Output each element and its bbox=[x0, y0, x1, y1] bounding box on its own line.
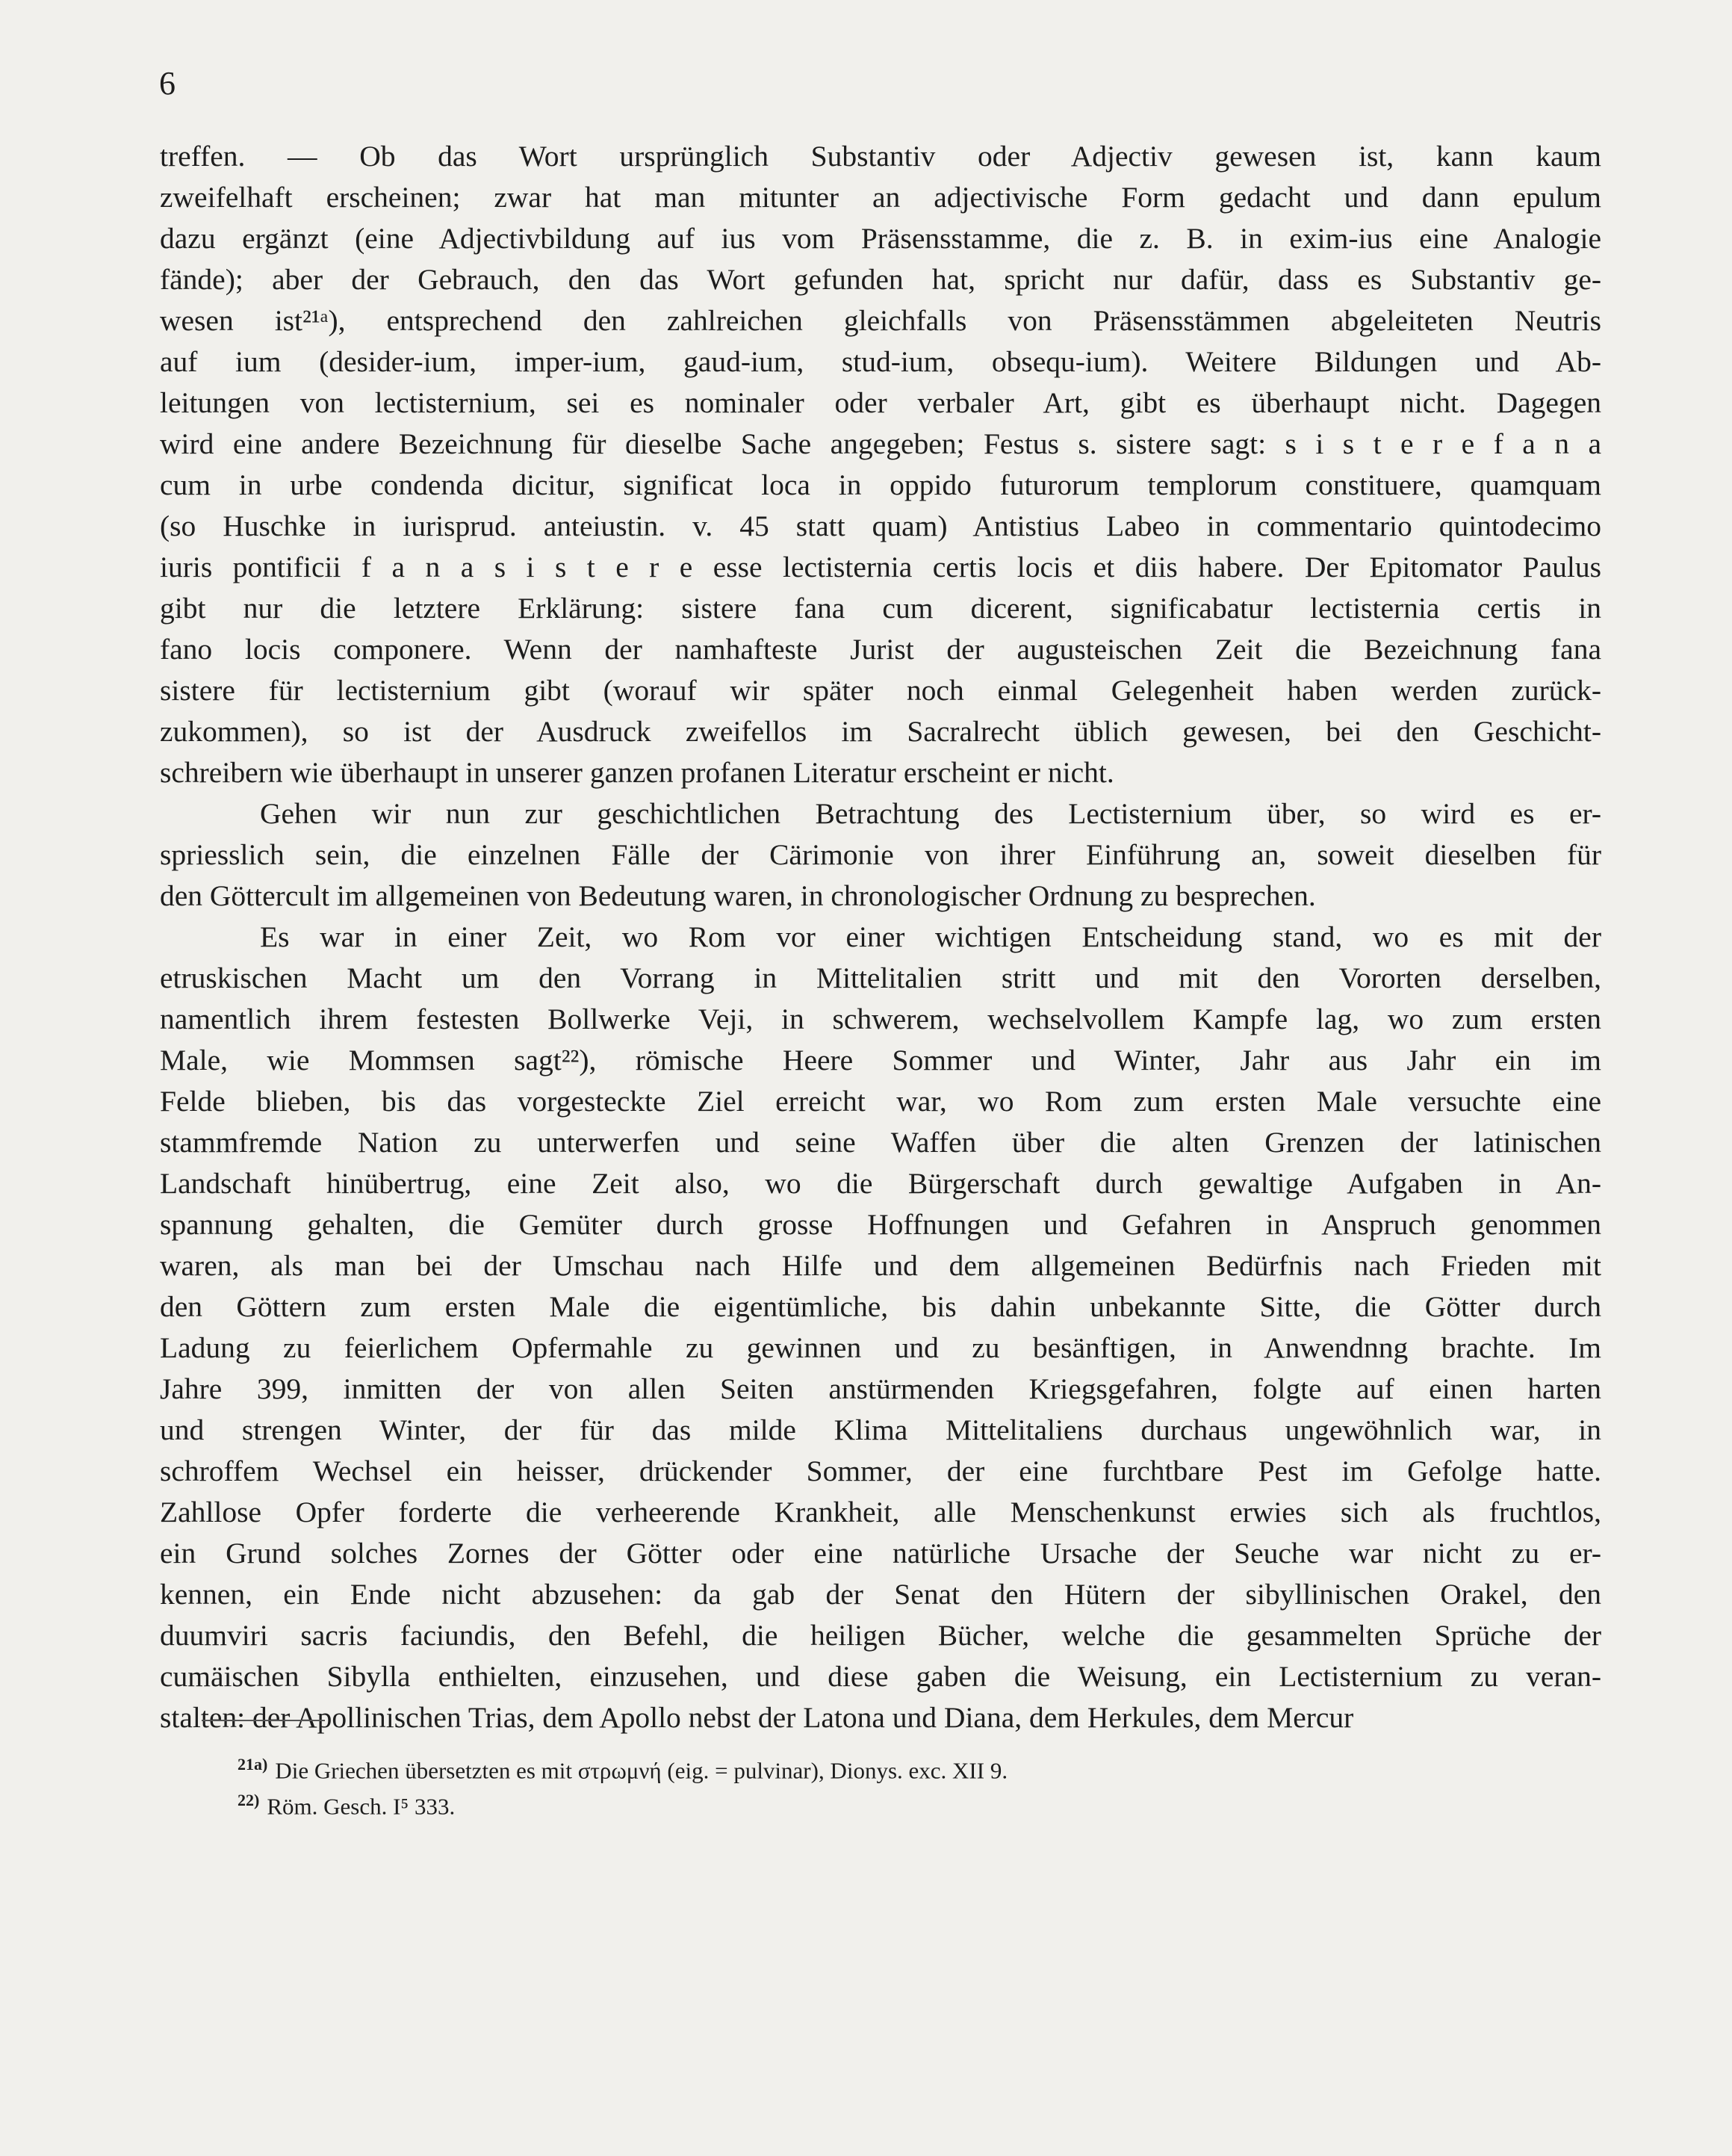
footnote bbox=[238, 1782, 1008, 1818]
text-line: Es war in einer Zeit, wo Rom vor einer wichtigen Entscheidung stand, wo es mit der bbox=[260, 920, 1601, 953]
text-line: namentlich ihrem festesten Bollwerke Veji, in schwerem, wechselvollem Kampfe lag, wo zum ersten bbox=[160, 1003, 1601, 1035]
footnote-divider bbox=[202, 1720, 325, 1721]
text-line: zukommen), so ist der Ausdruck zweifellos im Sacralrecht üblich gewesen, bei den Geschicht- bbox=[160, 715, 1601, 748]
text-line: den Göttercult im allgemeinen von Bedeutung waren, in chronologischer Ordnung zu besprechen. bbox=[160, 879, 1316, 912]
text-line: Gehen wir nun zur geschichtlichen Betrachtung des Lectisternium über, so wird es er- bbox=[260, 797, 1601, 830]
text-line: zweifelhaft erscheinen; zwar hat man mitunter an adjectivische Form gedacht und dann epulum bbox=[160, 181, 1601, 214]
text-line: spriesslich sein, die einzelnen Fälle der Cärimonie von ihrer Einführung an, soweit dieselben für bbox=[160, 838, 1601, 871]
footnote-mark: 22) bbox=[238, 1791, 260, 1809]
text-line: fano locis componere. Wenn der namhafteste Jurist der augusteischen Zeit die Bezeichnung fana bbox=[160, 633, 1601, 666]
text-line: Ladung zu feierlichem Opfermahle zu gewinnen und zu besänftigen, in Anwendnng brachte. Im bbox=[160, 1331, 1601, 1364]
text-line: Jahre 399, inmitten der von allen Seiten anstürmenden Kriegsgefahren, folgte auf einen harten bbox=[160, 1372, 1601, 1405]
text-line: wird eine andere Bezeichnung für dieselbe Sache angegeben; Festus s. sistere sagt: s i s t e r e f a n a bbox=[160, 427, 1601, 460]
footnote-mark: 21a) bbox=[238, 1755, 268, 1774]
footnote-text: Die Griechen übersetzten es mit στρωμνή (eig. = pulvinar), Dionys. exc. XII 9. bbox=[275, 1757, 1008, 1784]
text-line: ein Grund solches Zornes der Götter oder eine natürliche Ursache der Seuche war nicht zu er- bbox=[160, 1537, 1601, 1570]
text-line: schreibern wie überhaupt in unserer ganzen profanen Literatur erscheint er nicht. bbox=[160, 756, 1114, 789]
footnote bbox=[238, 1747, 1008, 1782]
text-line: cumäischen Sibylla enthielten, einzusehen, und diese gaben die Weisung, ein Lectisternium zu veran- bbox=[160, 1660, 1601, 1693]
text-line: duumviri sacris faciundis, den Befehl, die heiligen Bücher, welche die gesammelten Sprüche der bbox=[160, 1619, 1601, 1652]
paragraph bbox=[160, 136, 1601, 793]
text-line: stalten: der Apollinischen Trias, dem Apollo nebst der Latona und Diana, dem Herkules, dem Mercur bbox=[160, 1701, 1354, 1734]
text-line: (so Huschke in iurisprud. anteiustin. v. 45 statt quam) Antistius Labeo in commentario quintodecimo bbox=[160, 509, 1601, 542]
body-text bbox=[160, 136, 1601, 1738]
paragraph bbox=[160, 917, 1601, 1738]
text-line: dazu ergänzt (eine Adjectivbildung auf ius vom Präsensstamme, die z. B. in exim-ius eine Analogie bbox=[160, 222, 1601, 255]
text-line: auf ium (desider-ium, imper-ium, gaud-ium, stud-ium, obsequ-ium). Weitere Bildungen und Ab- bbox=[160, 345, 1601, 378]
text-line: sistere für lectisternium gibt (worauf wir später noch einmal Gelegenheit haben werden zurück- bbox=[160, 674, 1601, 707]
text-line: Felde blieben, bis das vorgesteckte Ziel erreicht war, wo Rom zum ersten Male versuchte eine bbox=[160, 1085, 1601, 1118]
text-line: cum in urbe condenda dicitur, significat loca in oppido futurorum templorum constituere, quamquam bbox=[160, 468, 1601, 501]
text-line: und strengen Winter, der für das milde Klima Mittelitaliens durchaus ungewöhnlich war, in bbox=[160, 1413, 1601, 1446]
page-number: 6 bbox=[159, 65, 176, 102]
footnotes bbox=[238, 1747, 1008, 1818]
text-line: leitungen von lectisternium, sei es nominaler oder verbaler Art, gibt es überhaupt nicht. Dagegen bbox=[160, 386, 1601, 419]
text-line: wesen ist²¹ᵃ), entsprechend den zahlreichen gleichfalls von Präsensstämmen abgeleiteten Neutris bbox=[160, 304, 1601, 337]
text-line: Landschaft hinübertrug, eine Zeit also, wo die Bürgerschaft durch gewaltige Aufgaben in An- bbox=[160, 1167, 1601, 1200]
text-line: schroffem Wechsel ein heisser, drückender Sommer, der eine furchtbare Pest im Gefolge hatte. bbox=[160, 1455, 1601, 1487]
text-line: iuris pontificii f a n a s i s t e r e esse lectisternia certis locis et diis habere. Der Epitomator Paulus bbox=[160, 551, 1601, 583]
paragraph bbox=[160, 793, 1601, 917]
text-line: treffen. — Ob das Wort ursprünglich Substantiv oder Adjectiv gewesen ist, kann kaum bbox=[160, 140, 1601, 173]
text-line: fände); aber der Gebrauch, den das Wort gefunden hat, spricht nur dafür, dass es Substantiv ge- bbox=[160, 263, 1601, 296]
text-line: waren, als man bei der Umschau nach Hilfe und dem allgemeinen Bedürfnis nach Frieden mit bbox=[160, 1249, 1601, 1282]
text-line: den Göttern zum ersten Male die eigentümliche, bis dahin unbekannte Sitte, die Götter durch bbox=[160, 1290, 1601, 1323]
text-line: etruskischen Macht um den Vorrang in Mittelitalien stritt und mit den Vororten derselben, bbox=[160, 961, 1601, 994]
text-line: Zahllose Opfer forderte die verheerende Krankheit, alle Menschenkunst erwies sich als fruchtlos, bbox=[160, 1496, 1601, 1528]
text-line: spannung gehalten, die Gemüter durch grosse Hoffnungen und Gefahren in Anspruch genommen bbox=[160, 1208, 1601, 1241]
text-line: Male, wie Mommsen sagt²²), römische Heere Sommer und Winter, Jahr aus Jahr ein im bbox=[160, 1044, 1601, 1077]
text-line: gibt nur die letztere Erklärung: sistere fana cum dicerent, significabatur lectisternia certis in bbox=[160, 592, 1601, 625]
text-line: stammfremde Nation zu unterwerfen und seine Waffen über die alten Grenzen der latinischen bbox=[160, 1126, 1601, 1159]
footnote-text: Röm. Gesch. I⁵ 333. bbox=[267, 1793, 456, 1820]
text-line: kennen, ein Ende nicht abzusehen: da gab der Senat den Hütern der sibyllinischen Orakel, den bbox=[160, 1578, 1601, 1611]
